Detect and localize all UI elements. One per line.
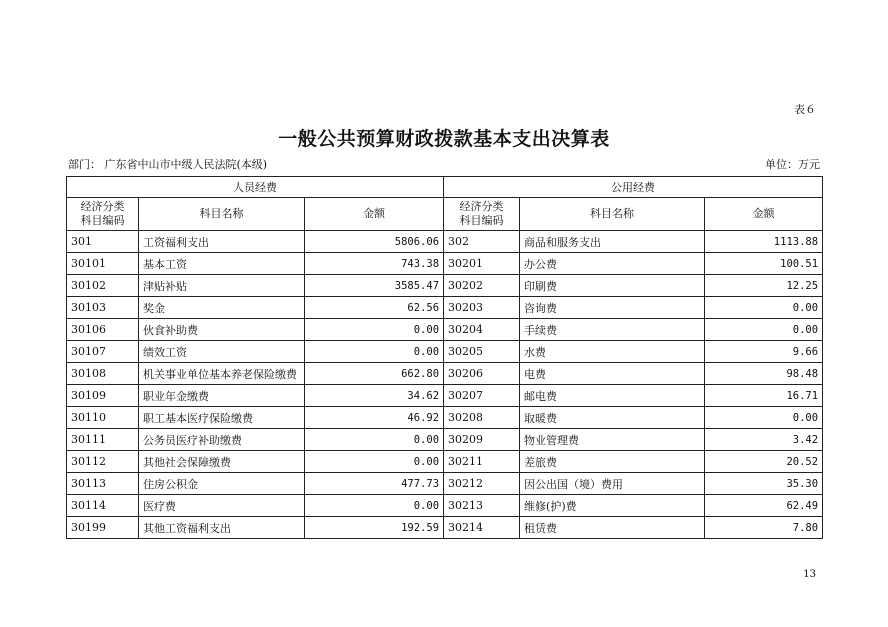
left-amount-cell: 5806.06	[305, 231, 444, 253]
left-name-cell: 机关事业单位基本养老保险缴费	[139, 363, 305, 385]
public-header: 公用经费	[444, 177, 823, 198]
left-name-cell: 公务员医疗补助缴费	[139, 429, 305, 451]
right-name-cell: 水费	[520, 341, 705, 363]
document-title: 一般公共预算财政拨款基本支出决算表	[278, 128, 610, 150]
right-amount-cell: 0.00	[705, 297, 823, 319]
right-amount-cell: 20.52	[705, 451, 823, 473]
left-amount-cell: 62.56	[305, 297, 444, 319]
table-row	[67, 495, 823, 517]
right-name-cell: 取暖费	[520, 407, 705, 429]
table-row	[67, 363, 823, 385]
left-name-cell: 奖金	[139, 297, 305, 319]
right-code-cell: 30206	[444, 363, 520, 385]
left-code-cell: 30111	[67, 429, 139, 451]
left-code-cell: 30112	[67, 451, 139, 473]
left-amount-cell: 3585.47	[305, 275, 444, 297]
right-code-cell: 30202	[444, 275, 520, 297]
right-name-cell: 电费	[520, 363, 705, 385]
right-name-cell: 咨询费	[520, 297, 705, 319]
code-header-line1: 经济分类	[459, 200, 504, 213]
department-label: 部门： 广东省中山市中级人民法院(本级)	[68, 158, 268, 171]
table-row	[67, 451, 823, 473]
right-code-cell: 30204	[444, 319, 520, 341]
left-amount-cell: 0.00	[305, 319, 444, 341]
right-name-cell: 手续费	[520, 319, 705, 341]
left-amount-cell: 192.59	[305, 517, 444, 539]
right-amount-cell: 98.48	[705, 363, 823, 385]
right-amount-cell: 0.00	[705, 407, 823, 429]
right-amount-cell: 62.49	[705, 495, 823, 517]
left-code-cell: 301	[67, 231, 139, 253]
left-code-cell: 30103	[67, 297, 139, 319]
right-code-cell: 302	[444, 231, 520, 253]
left-amount-cell: 0.00	[305, 495, 444, 517]
left-name-cell: 职工基本医疗保险缴费	[139, 407, 305, 429]
right-code-cell: 30205	[444, 341, 520, 363]
right-amount-cell: 1113.88	[705, 231, 823, 253]
left-name-cell: 医疗费	[139, 495, 305, 517]
right-amount-cell: 9.66	[705, 341, 823, 363]
expenditure-table	[66, 176, 823, 539]
right-amount-cell: 0.00	[705, 319, 823, 341]
left-amount-cell: 46.92	[305, 407, 444, 429]
table-row	[67, 231, 823, 253]
right-code-cell: 30208	[444, 407, 520, 429]
left-name-cell: 职业年金缴费	[139, 385, 305, 407]
table-group-header-row	[67, 177, 823, 198]
left-code-cell: 30108	[67, 363, 139, 385]
right-code-cell: 30207	[444, 385, 520, 407]
left-name-cell: 津贴补贴	[139, 275, 305, 297]
right-name-cell: 维修(护)费	[520, 495, 705, 517]
code-header-line1: 经济分类	[80, 200, 125, 213]
table-row	[67, 319, 823, 341]
right-name-cell: 印刷费	[520, 275, 705, 297]
left-amount-cell: 0.00	[305, 341, 444, 363]
right-name-cell: 租赁费	[520, 517, 705, 539]
left-name-cell: 住房公积金	[139, 473, 305, 495]
left-code-cell: 30110	[67, 407, 139, 429]
code-header-left	[67, 198, 139, 231]
right-amount-cell: 100.51	[705, 253, 823, 275]
unit-label: 单位：万元	[765, 158, 820, 171]
left-amount-cell: 662.80	[305, 363, 444, 385]
right-amount-cell: 7.80	[705, 517, 823, 539]
right-amount-cell: 12.25	[705, 275, 823, 297]
left-amount-cell: 477.73	[305, 473, 444, 495]
left-name-cell: 绩效工资	[139, 341, 305, 363]
left-amount-cell: 0.00	[305, 429, 444, 451]
table-row	[67, 253, 823, 275]
left-amount-cell: 743.38	[305, 253, 444, 275]
right-amount-cell: 16.71	[705, 385, 823, 407]
left-name-cell: 工资福利支出	[139, 231, 305, 253]
left-code-cell: 30113	[67, 473, 139, 495]
right-code-cell: 30213	[444, 495, 520, 517]
right-code-cell: 30212	[444, 473, 520, 495]
left-code-cell: 30107	[67, 341, 139, 363]
table-row	[67, 429, 823, 451]
left-code-cell: 30102	[67, 275, 139, 297]
name-header-right: 科目名称	[520, 198, 705, 231]
table-row	[67, 385, 823, 407]
right-code-cell: 30203	[444, 297, 520, 319]
left-name-cell: 其他工资福利支出	[139, 517, 305, 539]
table-row	[67, 341, 823, 363]
table-row	[67, 473, 823, 495]
code-header-line2: 科目编码	[459, 214, 504, 227]
right-amount-cell: 35.30	[705, 473, 823, 495]
table-number-label: 表６	[794, 103, 816, 116]
table-row	[67, 275, 823, 297]
right-code-cell: 30201	[444, 253, 520, 275]
left-code-cell: 30109	[67, 385, 139, 407]
amount-header-right: 金额	[705, 198, 823, 231]
table-row	[67, 407, 823, 429]
personnel-header: 人员经费	[67, 177, 444, 198]
left-code-cell: 30199	[67, 517, 139, 539]
right-name-cell: 商品和服务支出	[520, 231, 705, 253]
left-amount-cell: 0.00	[305, 451, 444, 473]
amount-header-left: 金额	[305, 198, 444, 231]
right-name-cell: 因公出国（境）费用	[520, 473, 705, 495]
left-code-cell: 30106	[67, 319, 139, 341]
right-code-cell: 30211	[444, 451, 520, 473]
left-name-cell: 其他社会保障缴费	[139, 451, 305, 473]
left-code-cell: 30114	[67, 495, 139, 517]
right-amount-cell: 3.42	[705, 429, 823, 451]
table-row	[67, 517, 823, 539]
code-header-right	[444, 198, 520, 231]
left-amount-cell: 34.62	[305, 385, 444, 407]
table-row	[67, 297, 823, 319]
right-code-cell: 30209	[444, 429, 520, 451]
left-name-cell: 基本工资	[139, 253, 305, 275]
page-number: 13	[803, 569, 816, 580]
right-name-cell: 邮电费	[520, 385, 705, 407]
right-name-cell: 物业管理费	[520, 429, 705, 451]
right-code-cell: 30214	[444, 517, 520, 539]
right-name-cell: 办公费	[520, 253, 705, 275]
name-header-left: 科目名称	[139, 198, 305, 231]
left-code-cell: 30101	[67, 253, 139, 275]
left-name-cell: 伙食补助费	[139, 319, 305, 341]
right-name-cell: 差旅费	[520, 451, 705, 473]
code-header-line2: 科目编码	[80, 214, 125, 227]
table-column-header-row	[67, 198, 823, 231]
